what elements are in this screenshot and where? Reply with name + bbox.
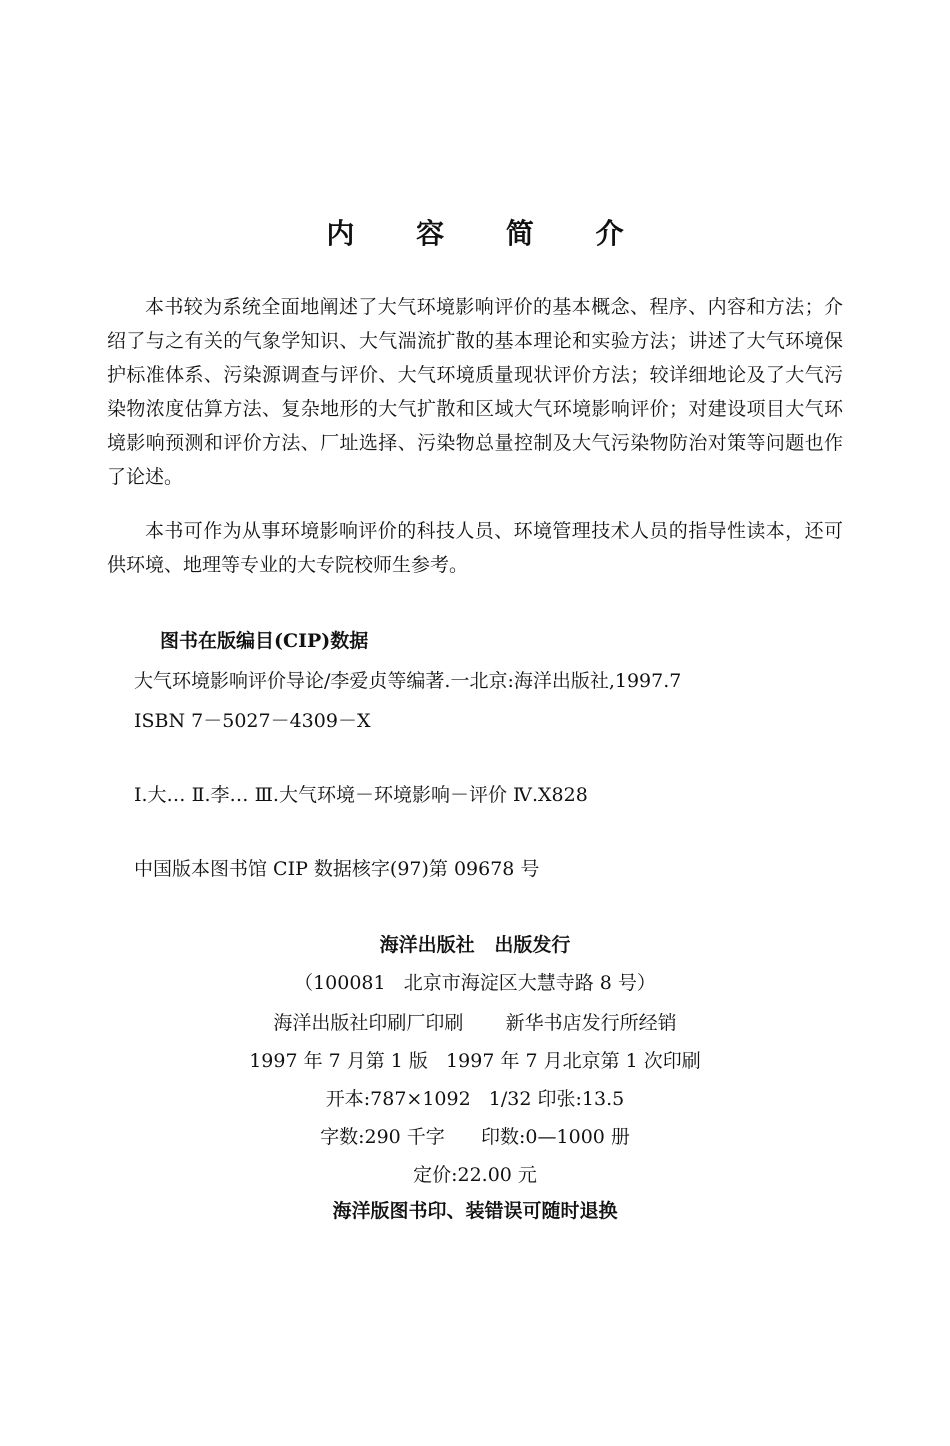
price-line: 定价:22.00 元	[413, 1164, 537, 1186]
publisher-line: 海洋出版社 出版发行	[379, 934, 571, 956]
cip-record-number: 中国版本图书馆 CIP 数据核字(97)第 09678 号	[134, 858, 540, 880]
cip-entry: 大气环境影响评价导论/李爱贞等编著.一北京:海洋出版社,1997.7	[134, 670, 682, 692]
printer-line: 海洋出版社印刷厂印刷 新华书店发行所经销	[273, 1012, 677, 1034]
cip-isbn: ISBN 7－5027－4309－X	[134, 710, 371, 732]
page-title: 内 容 简 介	[326, 217, 650, 250]
intro-paragraph-2: 本书可作为从事环境影响评价的科技人员、环境管理技术人员的指导性读本，还可供环境、地理等专业的大专院校师生参考。	[107, 520, 843, 576]
edition-line: 1997 年 7 月第 1 版 1997 年 7 月北京第 1 次印刷	[249, 1050, 701, 1072]
cip-heading: 图书在版编目(CIP)数据	[160, 630, 369, 652]
format-line: 开本:787×1092 1/32 印张:13.5	[325, 1088, 625, 1110]
address-line: （100081 北京市海淀区大慧寺路 8 号）	[294, 972, 656, 994]
word-count-line: 字数:290 千字 印数:0—1000 册	[320, 1126, 630, 1148]
return-notice: 海洋版图书印、装错误可随时退换	[332, 1200, 618, 1222]
intro-paragraph-1: 本书较为系统全面地阐述了大气环境影响评价的基本概念、程序、内容和方法；介绍了与之有关的气象学知识、大气湍流扩散的基本理论和实验方法；讲述了大气环境保护标准体系、污染源调查与评价、大气环境质量现状评价方法；较详细地论及了大气污染物浓度估算方法、复杂地形的大气扩散和区域大气环境影响评价；对建设项目大气环境影响预测和评价方法、厂址选择、污染物总量控制及大气污染物防治对策等问题也作了论述。	[107, 296, 843, 488]
cip-classification: Ⅰ.大… Ⅱ.李… Ⅲ.大气环境－环境影响－评价 Ⅳ.X828	[134, 784, 588, 806]
